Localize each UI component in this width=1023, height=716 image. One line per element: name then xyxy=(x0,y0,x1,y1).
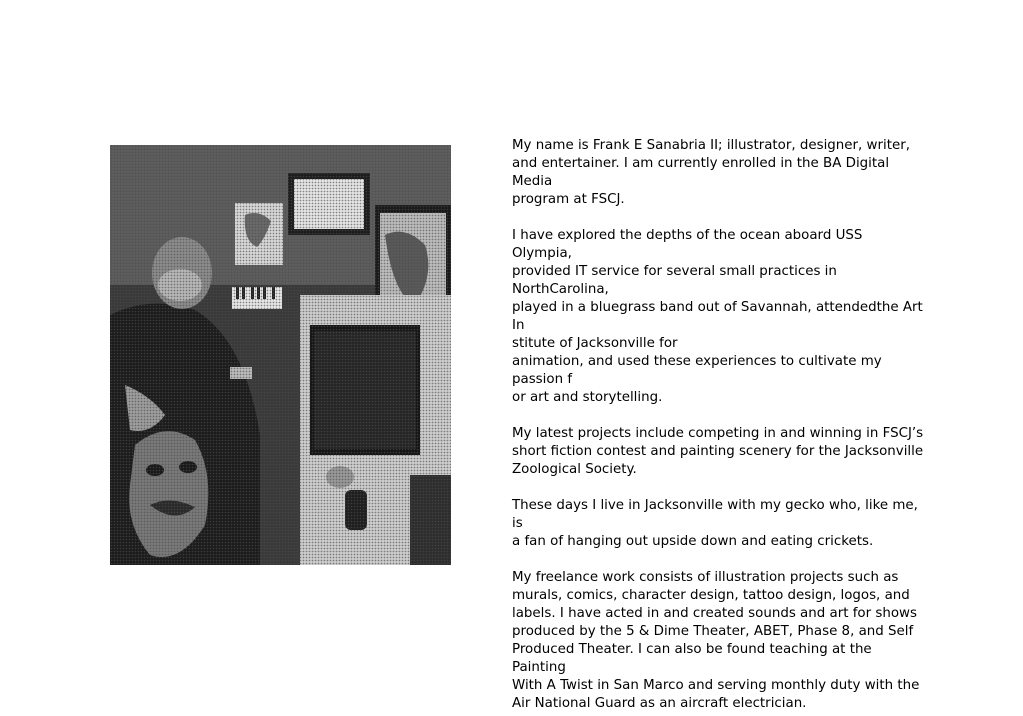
bio-paragraph-home: These days I live in Jacksonville with my gecko who, like me, is a fan of hanging out upside down and eating crickets. xyxy=(512,498,918,549)
bio-paragraph-intro: My name is Frank E Sanabria II; illustrator, designer, writer, and entertainer. I am currently enrolled in the BA Digital Media program at FSCJ. xyxy=(512,138,910,207)
bio-paragraph-projects: My latest projects include competing in and winning in FSCJ’s short fiction contest and painting scenery for the Jacksonville Zoological Society. xyxy=(512,426,924,477)
halftone-photo-illustration xyxy=(110,145,451,565)
bio-paragraph-background: I have explored the depths of the ocean aboard USS Olympia, provided IT service for several small practices in NorthCarolina, played in a bluegrass band out of Savannah, attendedthe Art In stitute of Jacksonville for animation, and used these experiences to cultivate my passion f or art and storytelling. xyxy=(512,228,923,405)
bio-paragraph-freelance: My freelance work consists of illustration projects such as murals, comics, character design, tattoo design, logos, and labels. I have acted in and created sounds and art for shows produced by the 5 & Dime Theater, ABET, Phase 8, and Self Produced Theater. I can also be found teaching at the Painting With A Twist in San Marco and serving monthly duty with the Air National Guard as an aircraft electrician. xyxy=(512,570,920,711)
artist-portrait-photo xyxy=(110,145,451,565)
bio-text-block xyxy=(512,137,924,713)
